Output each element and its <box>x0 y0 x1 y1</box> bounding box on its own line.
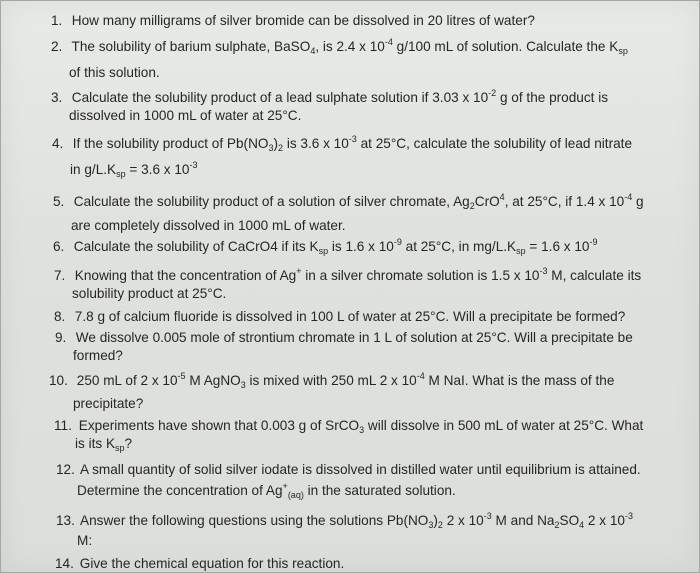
question-item <box>55 329 655 365</box>
question-text: 250 mL of 2 x $10^{-5}$ M AgNO$_3$ is mixed with 250 mL 2 x $10^{-4}$ M NaI. What is the mass of the precipitate? <box>73 371 615 411</box>
question-item <box>54 308 654 326</box>
question-number: 8. <box>54 309 66 324</box>
question-item <box>54 267 654 303</box>
question-number: 10. <box>49 373 68 388</box>
question-item <box>52 135 652 179</box>
question-text: A small quantity of solid silver iodate is dissolved in distilled water until equilibrium is attained. Determine the concentration of $Ag^+_{(aq)}$ in the saturated solution. <box>77 462 641 500</box>
question-number: 11. <box>54 418 72 433</box>
question-text: Give the chemical equation for this reaction. <box>79 556 345 571</box>
question-number: 1. <box>51 13 63 28</box>
question-text: Calculate the solubility of CaCrO4 if its $K_{sp}$ is 1.6 x $10^{-9}$ at 25°C, in $mg/L.K_{sp} = 1.6$ x $10^{-9}$ <box>73 237 598 256</box>
question-number: 14. <box>55 556 74 571</box>
question-number: 7. <box>54 268 66 283</box>
question-item <box>53 238 663 256</box>
question-text: Calculate the solubility product of a solution of silver chromate, $Ag_2CrO^4$, at 25°C, if 1.4 x $10^{-4}$ g are completely dissolved in 1000 mL of water. <box>71 192 644 233</box>
question-text: How many milligrams of silver bromide can be dissolved in 20 litres of water? <box>71 13 535 28</box>
question-text: The solubility of barium sulphate, BaSO$_4$, is 2.4 x $10^{-4}$ g/100 mL of solution. Calculate the $K_{sp}$ of this solution. <box>69 37 628 80</box>
question-text: Experiments have shown that 0.003 g of SrCO$_3$ will dissolve in 500 mL of water at 25°C. What is its $K_{sp}$? <box>75 418 644 453</box>
question-text: 7.8 g of calcium fluoride is dissolved in 100 L of water at 25°C. Will a precipitate be formed? <box>74 309 626 324</box>
question-item <box>55 555 655 573</box>
question-number: 9. <box>55 330 67 345</box>
question-text: Calculate the solubility product of a lead sulphate solution if 3.03 x $10^{-2}$ g of the product is dissolved in 1000 mL of water at 25°C. <box>69 88 609 123</box>
question-item <box>53 193 663 235</box>
question-number: 3. <box>51 90 63 105</box>
question-text: If the solubility product of $Pb(NO_3)_2$ is 3.6 x $10^{-3}$ at 25°C, calculate the solubility of lead nitrate in $g/L.K_{sp} = 3.6$ x $10^{-3}$ <box>70 134 633 179</box>
question-number: 2. <box>51 39 63 54</box>
question-item <box>51 12 535 30</box>
question-text: Knowing that the concentration of Ag+ in a silver chromate solution is 1.5 x $10^{-3}$ M, calculate its solubility product at 25°C. <box>72 266 642 301</box>
question-number: 12. <box>56 462 75 477</box>
question-item <box>49 372 659 413</box>
question-number: 13. <box>56 513 75 528</box>
question-item <box>51 89 651 125</box>
question-number: 4. <box>52 136 64 151</box>
question-item <box>54 417 654 453</box>
question-item <box>51 38 651 82</box>
question-number: 5. <box>53 194 65 209</box>
question-item <box>56 461 656 500</box>
question-text: Answer the following questions using the solutions $Pb(NO_3)_2$ 2 x $10^{-3}$ M and $Na_2SO_4$ 2 x $10^{-3}$ M: <box>77 511 633 548</box>
question-text: We dissolve 0.005 mole of strontium chromate in 1 L of solution at 25°C. Will a precipitate be formed? <box>73 330 633 363</box>
question-item <box>56 512 656 550</box>
question-number: 6. <box>53 239 65 254</box>
